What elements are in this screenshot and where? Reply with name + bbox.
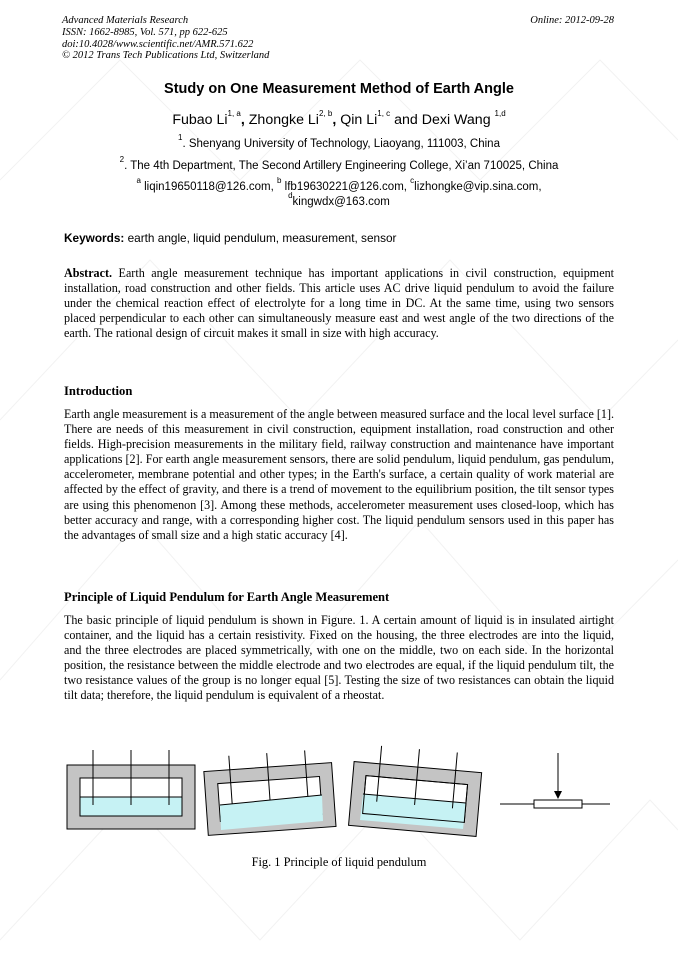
email-superscript: a bbox=[136, 176, 141, 186]
paper-title: Study on One Measurement Method of Earth Angle bbox=[164, 81, 514, 97]
email-d: kingwdx@163.com bbox=[292, 196, 390, 208]
journal-header bbox=[62, 15, 614, 62]
abstract-text: Earth angle measurement technique has important applications in civil construction, equipment installation, road construction and other fields. This article uses AC drive liquid pendulum to avoid the failure under the chemical reaction effect of electrolyte for a long time in DC. At the same time, using two sensors placed perpendicular to each other can simultaneously measure east and west angle of the two directions of the earth. The rational design of circuit makes it small in size with high accuracy. bbox=[64, 266, 614, 341]
rheostat-symbol bbox=[500, 753, 610, 808]
section-heading-principle: Principle of Liquid Pendulum for Earth Angle Measurement bbox=[64, 590, 390, 604]
email-line-1 bbox=[0, 176, 678, 195]
email-superscript: b bbox=[277, 176, 282, 186]
journal-copyright: © 2012 Trans Tech Publications Ltd, Switzerland bbox=[62, 50, 270, 62]
journal-issn: ISSN: 1662-8985, Vol. 571, pp 622-625 bbox=[62, 26, 228, 38]
principle-text: The basic principle of liquid pendulum is shown in Figure. 1. A certain amount of liquid is in insulated airtight container, and the liquid has a certain resistivity. Fixed on the housing, the three electrodes are into the liquid, and the three electrodes are placed symmetrically, with one on the middle, two on each side. In the horizontal position, the resistance between the middle electrode and two electrodes are equal, if the liquid pendulum tilt, the two resistance values of the group is no longer equal [5]. Testing the size of two resistances can obtain the liquid tilt data; therefore, the liquid pendulum is equivalent of a rheostat. bbox=[64, 613, 614, 703]
affiliation-1 bbox=[0, 133, 678, 152]
wiper-arrow bbox=[554, 791, 562, 799]
email-c: lizhongke@vip.sina.com, bbox=[414, 181, 542, 193]
email-line-2 bbox=[0, 191, 678, 210]
affiliation-superscript: 1 bbox=[178, 133, 183, 143]
author-separator: , bbox=[240, 112, 249, 128]
online-date: Online: 2012-09-28 bbox=[530, 15, 614, 26]
keywords bbox=[64, 231, 616, 245]
author-superscript: 2, b bbox=[318, 109, 333, 119]
keywords-label: Keywords: bbox=[64, 231, 125, 245]
author-list bbox=[0, 109, 678, 128]
email-superscript: d bbox=[288, 191, 293, 201]
keywords-text: earth angle, liquid pendulum, measurement, sensor bbox=[124, 231, 397, 245]
affiliation-text: . Shenyang University of Technology, Liaoyang, 111003, China bbox=[182, 138, 500, 150]
liquid-pendulum-figure bbox=[60, 745, 620, 845]
journal-doi: doi:10.4028/www.scientific.net/AMR.571.622 bbox=[62, 38, 254, 50]
author-separator: , bbox=[332, 112, 341, 128]
section-heading-introduction: Introduction bbox=[64, 384, 133, 398]
email-a: liqin19650118@126.com, bbox=[140, 181, 278, 193]
abstract-label: Abstract. bbox=[64, 266, 113, 280]
author-superscript: 1, a bbox=[227, 109, 241, 119]
figure-caption: Fig. 1 Principle of liquid pendulum bbox=[251, 855, 427, 869]
journal-name: Advanced Materials Research bbox=[62, 15, 189, 26]
author-separator: and bbox=[390, 112, 422, 128]
author-name: Dexi Wang bbox=[421, 112, 491, 128]
affiliation-2 bbox=[0, 155, 678, 174]
email-b: lfb19630221@126.com, bbox=[281, 181, 411, 193]
author-name: Zhongke Li bbox=[248, 112, 319, 128]
introduction-text: Earth angle measurement is a measurement of the angle between measured surface and the local level surface [1]. There are needs of this measurement in civil construction, equipment installation, road construction and other fields. High-precision measurements in the military field, railway construction and maintenance have important applications [2]. For earth angle measurement sensors, there are solid pendulum, liquid pendulum, gas pendulum, accelerometer, membrane potential and other types; in the Earth's surface, a certain quality of work material are affected by the effect of gravity, and there is a trend of movement to the equilibrium position, the tilt sensor types are using this phenomenon [3]. Among these methods, accelerometer measurement uses closed-loop, which has better accuracy and range, with a corresponding higher cost. The liquid pendulum sensors used in this paper has the advantages of small size and a high static accuracy [4]. bbox=[64, 407, 615, 542]
affiliation-text: . The 4th Department, The Second Artillery Engineering College, Xi’an 710025, China bbox=[124, 160, 559, 172]
email-superscript: c bbox=[410, 176, 415, 186]
author-name: Fubao Li bbox=[172, 112, 228, 128]
resistor-body bbox=[534, 800, 582, 808]
author-superscript: 1,d bbox=[494, 109, 506, 119]
author-name: Qin Li bbox=[340, 112, 378, 128]
pendulum-level-diagram bbox=[67, 750, 195, 829]
abstract bbox=[64, 266, 614, 341]
author-superscript: 1, c bbox=[377, 109, 391, 119]
affiliation-superscript: 2 bbox=[119, 155, 125, 165]
